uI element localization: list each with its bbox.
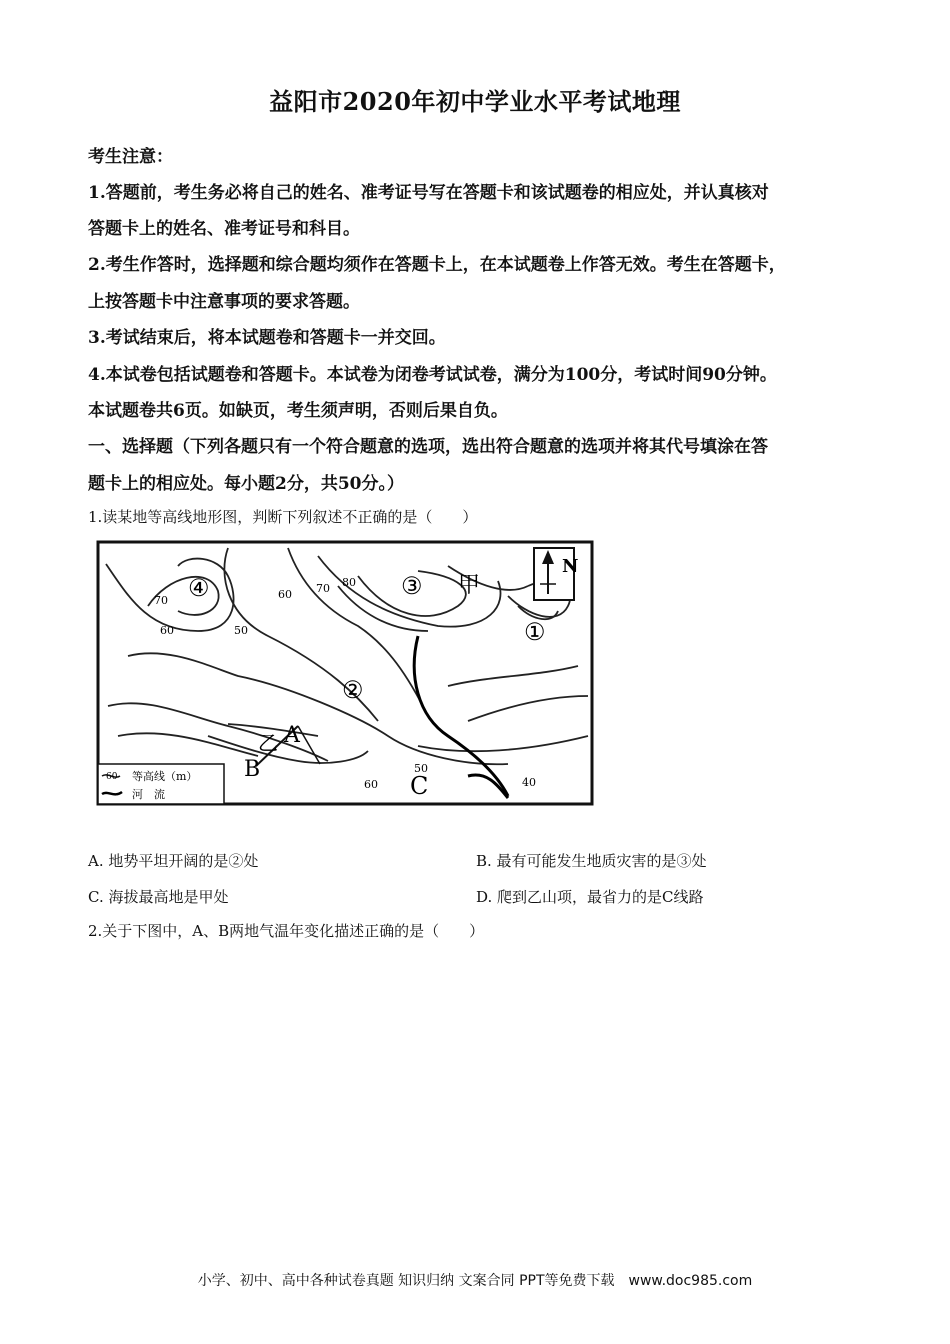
contour-value: 60 (160, 624, 174, 637)
contour-value: 50 (234, 624, 248, 637)
q1-option-a: A. 地势平坦开阔的是②处 (88, 852, 259, 870)
notice-line: 1.答题前，考生务必将自己的姓名、准考证号写在答题卡和该试题卷的相应处，并认真核对 (88, 183, 769, 203)
route-b-label: B (244, 757, 261, 782)
notice-line: 本试题卷共6页。如缺页，考生须声明，否则后果自负。 (88, 401, 508, 421)
legend-contour-value: 60 (106, 772, 118, 782)
route-a-label: A (284, 723, 300, 748)
contour-value: 70 (154, 594, 168, 607)
north-label: N (562, 556, 579, 577)
q1-option-d: D. 爬到乙山项，最省力的是C线路 (476, 888, 704, 906)
notice-line: 2.考生作答时，选择题和综合题均须作在答题卡上，在本试题卷上作答无效。考生在答题卡， (88, 255, 786, 275)
contour-value: 80 (342, 576, 356, 589)
page-footer: 小学、初中、高中各种试卷真题 知识归纳 文案合同 PPT等免费下载 www.doc985.com (197, 1273, 753, 1289)
notice-line: 4.本试卷包括试题卷和答题卡。本试卷为闭卷考试试卷，满分为100分，考试时间90分钟。 (88, 365, 777, 385)
legend-contour-label: 等高线（m） (132, 770, 198, 783)
point-3-label: ③ (401, 572, 423, 600)
contour-value: 60 (278, 588, 292, 601)
contour-value: 40 (522, 776, 536, 789)
section-heading-cont: 题卡上的相应处。每小题2分，共50分。） (88, 474, 404, 494)
temperature-chart (88, 950, 608, 1218)
point-1-label: ① (524, 618, 546, 646)
peak-yi-label: 乙 (258, 731, 278, 755)
point-2-label: ② (342, 676, 364, 704)
point-4-label: ④ (188, 574, 210, 602)
section-heading: 一、选择题（下列各题只有一个符合题意的选项，选出符合题意的选项并将其代号填涂在答 (88, 437, 768, 457)
notice-line: 3.考试结束后，将本试题卷和答题卡一并交回。 (88, 328, 446, 348)
notice-line: 答题卡上的姓名、准考证号和科目。 (88, 219, 360, 239)
q1-option-b: B. 最有可能发生地质灾害的是③处 (476, 852, 707, 870)
notice-line: 上按答题卡中注意事项的要求答题。 (88, 292, 360, 312)
contour-value: 70 (316, 582, 330, 595)
contour-value: 60 (364, 778, 378, 791)
contour-value: 50 (414, 762, 428, 775)
notice-heading: 考生注意： (88, 147, 173, 167)
question-2-stem: 2.关于下图中，A、B两地气温年变化描述正确的是（ ） (88, 922, 485, 940)
question-1-stem: 1.读某地等高线地形图，判断下列叙述不正确的是（ ） (88, 508, 478, 526)
route-c-label: C (410, 772, 429, 800)
peak-jia-label: 甲 (458, 573, 481, 598)
legend-river-label: 河 流 (132, 788, 165, 801)
q1-option-c: C. 海拔最高地是甲处 (88, 888, 229, 906)
page-title: 益阳市2020年初中学业水平考试地理 (269, 87, 681, 116)
contour-map (88, 536, 598, 808)
